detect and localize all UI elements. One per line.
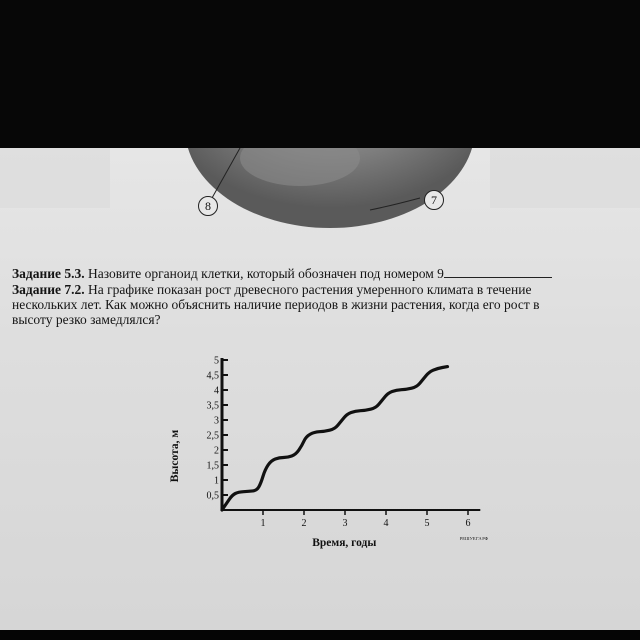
y-tick-label: 4,5 — [206, 370, 219, 382]
y-axis-label: Высота, м — [169, 429, 181, 483]
y-tick-label: 3,5 — [206, 400, 219, 412]
growth-curve — [222, 367, 448, 510]
growth-chart — [0, 148, 640, 630]
y-tick-label: 1,5 — [206, 460, 219, 472]
x-tick-label: 3 — [342, 518, 348, 529]
x-tick-label: 4 — [383, 518, 389, 529]
task-7-2-line2: нескольких лет. Как можно объяснить наличие периодов в жизни растения, когда его рост в — [12, 297, 540, 312]
y-tick-label: 5 — [214, 355, 219, 367]
x-tick-label: 2 — [301, 518, 307, 529]
y-tick-label: 2 — [214, 445, 219, 457]
task-7-2-label: Задание 7.2. — [12, 282, 85, 297]
task-7-2-line3: высоту резко замедлялся? — [12, 312, 161, 327]
task-5-3-label: Задание 5.3. — [12, 266, 85, 281]
figure-label-8: 8 — [198, 196, 218, 216]
x-tick-label: 1 — [260, 518, 266, 529]
y-tick-label: 1 — [214, 475, 219, 487]
dark-edge — [0, 630, 640, 640]
x-axis-label: Время, годы — [312, 537, 377, 549]
y-tick-label: 4 — [214, 385, 219, 397]
y-tick-label: 0,5 — [206, 490, 219, 502]
worksheet-page — [0, 148, 640, 630]
x-tick-label: 5 — [424, 518, 430, 529]
x-tick-label: 6 — [465, 518, 471, 529]
task-7-2-line1: На графике показан рост древесного растения умеренного климата в течение — [88, 282, 532, 297]
task-5-3-text: Назовите органоид клетки, который обозначен под номером 9 — [88, 266, 444, 281]
figure-label-7: 7 — [424, 190, 444, 210]
y-tick-label: 2,5 — [206, 430, 219, 442]
y-tick-label: 3 — [214, 415, 219, 427]
print-mark: РЕШУЕГЭ.РФ — [459, 536, 489, 541]
